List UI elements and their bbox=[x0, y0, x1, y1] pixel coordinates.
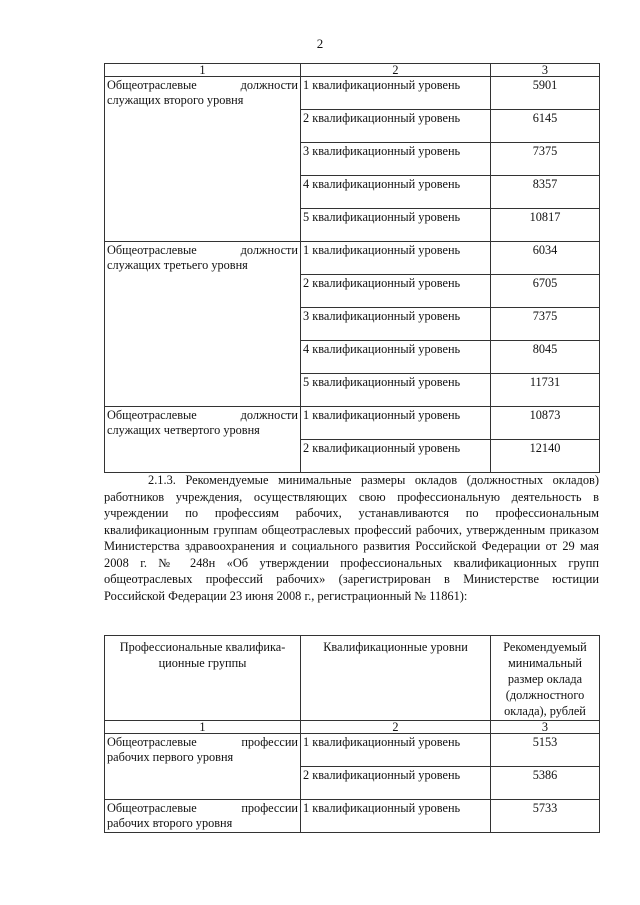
group-name-word: Общеотраслевые bbox=[107, 801, 197, 815]
group-name-rest: рабочих первого уровня bbox=[107, 750, 234, 764]
qualification-group-cell bbox=[105, 407, 301, 473]
table-row bbox=[105, 242, 600, 275]
salary-cell: 8357 bbox=[491, 176, 600, 209]
qualification-group-cell bbox=[105, 242, 301, 407]
qualification-level-cell: 1 квалификационный уровень bbox=[301, 734, 491, 767]
group-name-word: Общеотраслевые bbox=[107, 735, 197, 749]
group-name-word: Общеотраслевые bbox=[107, 408, 197, 422]
paragraph-2-1-3: 2.1.3. Рекомендуемые минимальные размеры окладов (должностных окладов) работников учреждения, осуществляющих свою профессиональную деятельность в учреждении по профессиям рабочих, устанавливаются по профессиональным квалификационным группам общеотраслевых профессий рабочих, утвержденным приказом Министерства здравоохранения и социального развития Российской Федерации от 29 мая 2008 г. № 248н «Об утверждении профессиональных квалификационных групп общеотраслевых профессий рабочих» (зарегистрирован в Министерстве юстиции Российской Федерации 23 июня 2008 г., регистрационный № 11861): bbox=[104, 473, 599, 603]
qualification-level-cell: 2 квалификационный уровень bbox=[301, 275, 491, 308]
group-name-word: Общеотраслевые bbox=[107, 243, 197, 257]
group-name-first-line bbox=[107, 408, 298, 423]
page-number: 2 bbox=[316, 36, 324, 51]
salary-table-workers bbox=[104, 635, 600, 833]
qualification-level-cell: 2 квалификационный уровень bbox=[301, 440, 491, 473]
salary-cell: 6145 bbox=[491, 110, 600, 143]
column-number: 2 bbox=[301, 64, 491, 77]
group-name-word: профессии bbox=[241, 735, 298, 749]
salary-cell: 7375 bbox=[491, 143, 600, 176]
header-cell: Профессиональные квалифика-ционные группы bbox=[105, 636, 301, 721]
salary-cell: 12140 bbox=[491, 440, 600, 473]
qualification-level-cell: 2 квалификационный уровень bbox=[301, 110, 491, 143]
salary-cell: 5901 bbox=[491, 77, 600, 110]
salary-table-employees bbox=[104, 63, 600, 473]
qualification-group-cell bbox=[105, 77, 301, 242]
qualification-group-cell bbox=[105, 800, 301, 833]
column-number: 3 bbox=[491, 721, 600, 734]
table-row bbox=[105, 77, 600, 110]
group-name-word: должности bbox=[240, 243, 298, 257]
group-name-rest: служащих третьего уровня bbox=[107, 258, 248, 272]
group-name-first-line bbox=[107, 243, 298, 258]
salary-cell: 10873 bbox=[491, 407, 600, 440]
salary-cell: 6705 bbox=[491, 275, 600, 308]
qualification-group-cell bbox=[105, 734, 301, 800]
table-row bbox=[105, 734, 600, 767]
group-name-rest: служащих второго уровня bbox=[107, 93, 244, 107]
qualification-level-cell: 3 квалификационный уровень bbox=[301, 143, 491, 176]
column-number: 1 bbox=[105, 64, 301, 77]
salary-cell: 6034 bbox=[491, 242, 600, 275]
group-name-first-line bbox=[107, 78, 298, 93]
table-body bbox=[105, 636, 600, 833]
salary-cell: 7375 bbox=[491, 308, 600, 341]
column-number-row bbox=[105, 64, 600, 77]
header-cell: Квалификационные уровни bbox=[301, 636, 491, 721]
salary-cell: 5386 bbox=[491, 767, 600, 800]
qualification-level-cell: 1 квалификационный уровень bbox=[301, 77, 491, 110]
table-row bbox=[105, 800, 600, 833]
header-row bbox=[105, 636, 600, 721]
salary-cell: 5153 bbox=[491, 734, 600, 767]
salary-cell: 5733 bbox=[491, 800, 600, 833]
group-name-word: должности bbox=[240, 78, 298, 92]
table-body bbox=[105, 64, 600, 473]
qualification-level-cell: 4 квалификационный уровень bbox=[301, 341, 491, 374]
salary-cell: 8045 bbox=[491, 341, 600, 374]
qualification-level-cell: 1 квалификационный уровень bbox=[301, 242, 491, 275]
group-name-word: должности bbox=[240, 408, 298, 422]
group-name-word: профессии bbox=[241, 801, 298, 815]
group-name-rest: рабочих второго уровня bbox=[107, 816, 233, 830]
group-name-rest: служащих четвертого уровня bbox=[107, 423, 260, 437]
qualification-level-cell: 3 квалификационный уровень bbox=[301, 308, 491, 341]
table-row bbox=[105, 407, 600, 440]
salary-cell: 10817 bbox=[491, 209, 600, 242]
qualification-level-cell: 5 квалификационный уровень bbox=[301, 374, 491, 407]
qualification-level-cell: 1 квалификационный уровень bbox=[301, 800, 491, 833]
column-number: 2 bbox=[301, 721, 491, 734]
qualification-level-cell: 2 квалификационный уровень bbox=[301, 767, 491, 800]
qualification-level-cell: 1 квалификационный уровень bbox=[301, 407, 491, 440]
group-name-word: Общеотраслевые bbox=[107, 78, 197, 92]
column-number: 3 bbox=[491, 64, 600, 77]
qualification-level-cell: 4 квалификационный уровень bbox=[301, 176, 491, 209]
group-name-first-line bbox=[107, 801, 298, 816]
column-number: 1 bbox=[105, 721, 301, 734]
salary-cell: 11731 bbox=[491, 374, 600, 407]
group-name-first-line bbox=[107, 735, 298, 750]
qualification-level-cell: 5 квалификационный уровень bbox=[301, 209, 491, 242]
column-number-row bbox=[105, 721, 600, 734]
header-cell: Рекомендуемый минимальный размер оклада (должностного оклада), рублей bbox=[491, 636, 600, 721]
